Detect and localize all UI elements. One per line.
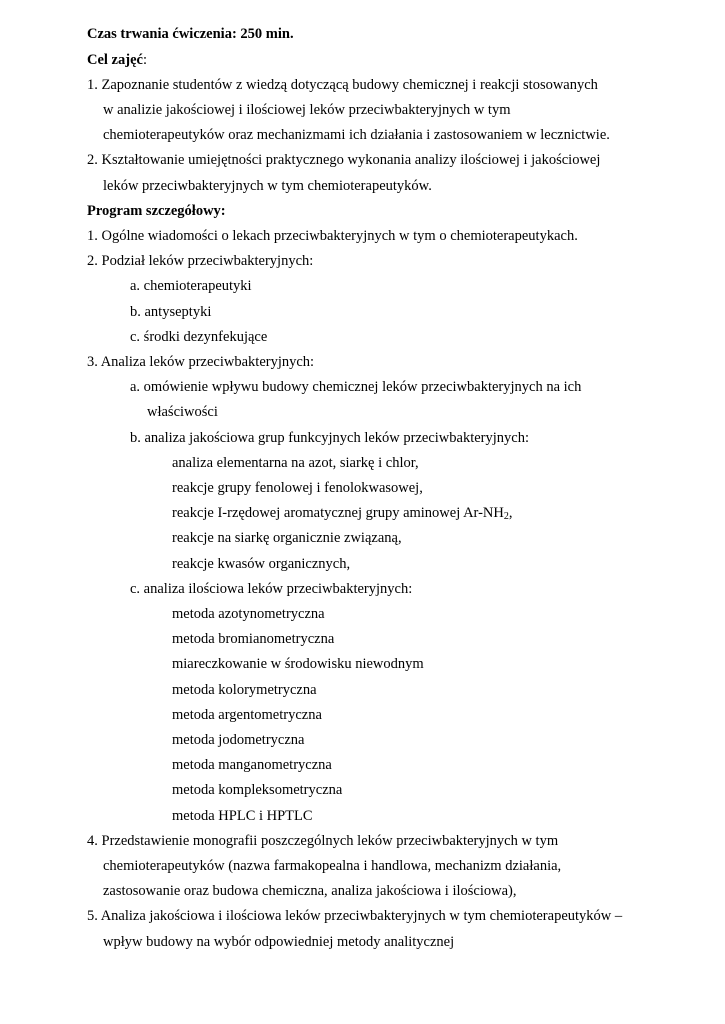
- qual-item-3-comma: ,: [508, 505, 513, 521]
- quant-item-4: metoda kolorymetryczna: [172, 682, 317, 698]
- program-item-3c: c. analiza ilościowa leków przeciwbakteryjnych:: [130, 581, 413, 597]
- goal-2-line-1: 2. Kształtowanie umiejętności praktycznego wykonania analizy ilościowej i jakościowej: [87, 152, 601, 168]
- program-item-3b: b. analiza jakościowa grup funkcyjnych leków przeciwbakteryjnych:: [130, 430, 530, 446]
- quant-item-3: miareczkowanie w środowisku niewodnym: [172, 656, 424, 672]
- goal-2-line-2: leków przeciwbakteryjnych w tym chemioterapeutyków.: [103, 178, 432, 194]
- program-item-5-line-2: wpływ budowy na wybór odpowiedniej metody analitycznej: [103, 934, 455, 950]
- qual-item-3-text: reakcje I-rzędowej aromatycznej grupy aminowej Ar-NH: [172, 505, 504, 521]
- program-item-2: 2. Podział leków przeciwbakteryjnych:: [87, 253, 314, 269]
- quant-item-5: metoda argentometryczna: [172, 707, 322, 723]
- program-item-2a: a. chemioterapeutyki: [130, 278, 252, 294]
- goal-1-line-3: chemioterapeutyków oraz mechanizmami ich działania i zastosowaniem w lecznictwie.: [103, 127, 610, 143]
- goal-heading: Cel zajęć: [87, 52, 143, 68]
- goal-1-line-2: w analizie jakościowej i ilościowej leków przeciwbakteryjnych w tym: [103, 102, 511, 118]
- program-item-3a-line-2: właściwości: [147, 404, 218, 420]
- program-item-4-line-1: 4. Przedstawienie monografii poszczególnych leków przeciwbakteryjnych w tym: [87, 833, 559, 849]
- program-item-3a-line-1: a. omówienie wpływu budowy chemicznej leków przeciwbakteryjnych na ich: [130, 379, 582, 395]
- qual-item-1: analiza elementarna na azot, siarkę i chlor,: [172, 455, 419, 471]
- qual-item-5: reakcje kwasów organicznych,: [172, 556, 351, 572]
- duration-line: Czas trwania ćwiczenia: 250 min.: [87, 26, 294, 42]
- program-item-4-line-3: zastosowanie oraz budowa chemiczna, analiza jakościowa i ilościowa),: [103, 883, 517, 899]
- goal-heading-colon: :: [142, 52, 147, 68]
- goal-heading-line: [87, 51, 147, 69]
- qual-item-2: reakcje grupy fenolowej i fenolokwasowej,: [172, 480, 423, 496]
- program-heading: Program szczegółowy:: [87, 203, 226, 219]
- quant-item-8: metoda kompleksometryczna: [172, 782, 343, 798]
- program-item-5-line-1: 5. Analiza jakościowa i ilościowa leków przeciwbakteryjnych w tym chemioterapeutyków –: [87, 908, 623, 924]
- program-item-4-line-2: chemioterapeutyków (nazwa farmakopealna i handlowa, mechanizm działania,: [103, 858, 562, 874]
- program-item-2c: c. środki dezynfekujące: [130, 329, 268, 345]
- program-item-1: 1. Ogólne wiadomości o lekach przeciwbakteryjnych w tym o chemioterapeutykach.: [87, 228, 578, 244]
- program-item-3: 3. Analiza leków przeciwbakteryjnych:: [87, 354, 315, 370]
- quant-item-7: metoda manganometryczna: [172, 757, 332, 773]
- quant-item-2: metoda bromianometryczna: [172, 631, 335, 647]
- qual-item-4: reakcje na siarkę organicznie związaną,: [172, 530, 402, 546]
- goal-1-line-1: 1. Zapoznanie studentów z wiedzą dotyczącą budowy chemicznej i reakcji stosowanych: [87, 77, 598, 93]
- qual-item-3-subscript: 2: [503, 511, 509, 522]
- quant-item-9: metoda HPLC i HPTLC: [172, 808, 313, 824]
- qual-item-3: [172, 504, 512, 522]
- quant-item-6: metoda jodometryczna: [172, 732, 305, 748]
- quant-item-1: metoda azotynometryczna: [172, 606, 325, 622]
- program-item-2b: b. antyseptyki: [130, 304, 212, 320]
